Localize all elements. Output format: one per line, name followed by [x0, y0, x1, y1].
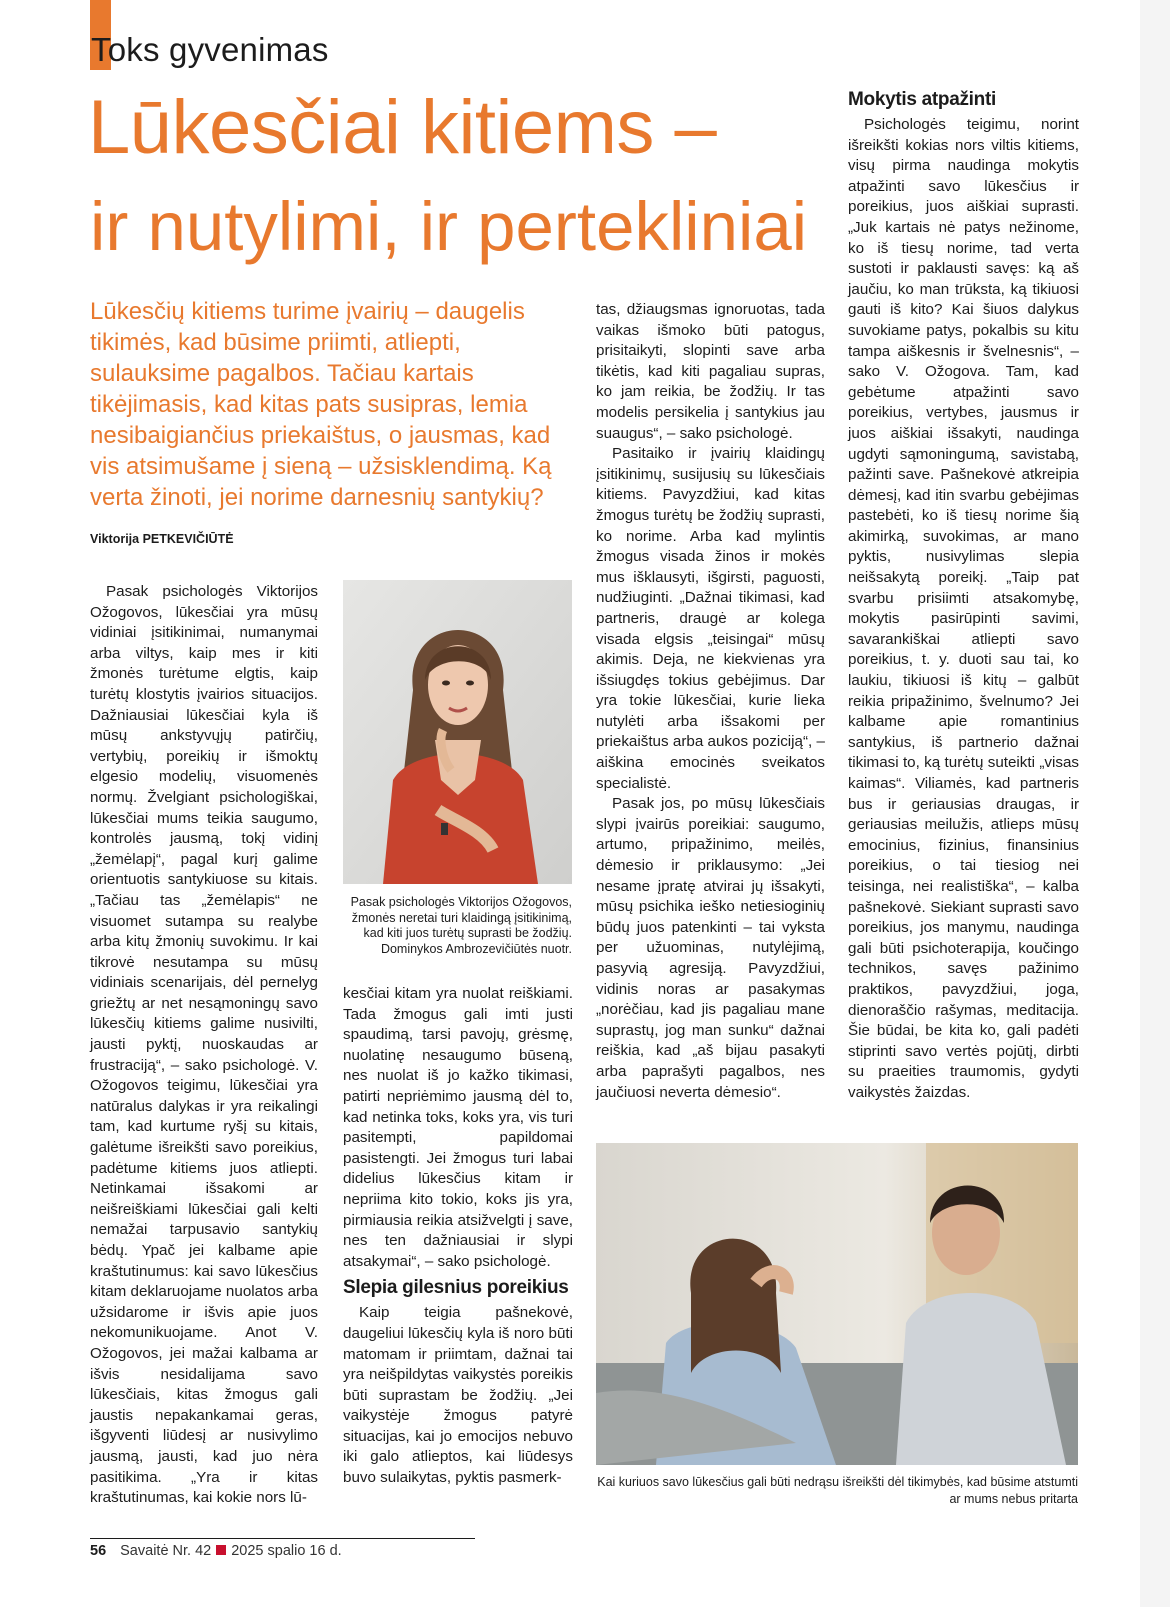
article-column-4: [848, 88, 1079, 1104]
body-paragraph: Pasak psichologės Viktorijos Ožogovos, lūkesčiai yra mūsų vidiniai įsitikinimai, numanymai arba viltys, kaip mes ir kiti žmonės turėtume elgtis, kaip turėtų klostytis įvairios situacijos. Dažniausiai lūkesčiai kyla iš mūsų ankstyvųjų patirčių, vertybių, poreikių ir išmoktų elgesio modelių, visuomenės normų. Žvelgiant psichologiškai, lūkesčiai mums teikia saugumo, kontrolės jausmą, tokį vidinį „žemėlapį“, pagal kurį galime orientuotis santykiuose su kitais. „Tačiau tas „žemėlapis“ ne visuomet sutampa su realybe arba kitų žmonių suvokimu. Ir kai tikrovė nesutampa su mūsų vidiniais scenarijais, dėl pernelyg griežtų ar net nesąmoningų savo lūkesčių kitiems galime nusivilti, jausti pyktį, nuoskaudas ar frustraciją“, – sako psichologė. V. Ožogovos teigimu, lūkesčiai yra natūralus dalykas ir yra reikalingi tam, kad kurtume ryšį su kitais, galėtume išreikšti savo poreikius, padėtume kitiems juos atliepti. Netinkamai išsakomi ar neišreiškiami lūkesčiai gali kelti nemažai tarpusavio santykių bėdų. Ypač jei kalbame apie kraštutinumus: kai savo lūkesčius kitam deklaruojame nuolatos arba užsidarome ir išvis apie juos nekomunikuojame. Anot V. Ožogovos, jei mažai kalbama ar išvis nesidalijama savo lūkesčiais, kitas žmogus gali jaustis nepakankamai geras, išgyventi liūdesį ar nusivylimo jausmą, jausti, kad juo nėra pasitikima. „Yra ir kitas kraštutinumas, kai kokie nors lū-: [90, 583, 318, 1507]
page-edge: [1140, 0, 1170, 1607]
photo-caption-1: [343, 895, 572, 957]
magazine-issue: Savaitė Nr. 42: [120, 1543, 212, 1559]
footer-square-icon: [216, 1545, 226, 1555]
article-column-2: [343, 984, 573, 1489]
psychologist-photo-illustration: [343, 580, 572, 884]
footer-divider: [90, 1538, 475, 1539]
subheading-mokytis: Mokytis atpažinti: [848, 89, 996, 110]
caption-text: Pasak psichologės Viktorijos Ožogovos, žmonės neretai turi klaidingą įsitikinimą, kad kiti juos turėtų suprasti be žodžių.: [350, 895, 572, 940]
couple-photo-illustration: [596, 1143, 1078, 1465]
byline: Viktorija PETKEVIČIŪTĖ: [90, 532, 234, 546]
article-column-1: [90, 582, 318, 1509]
body-paragraph: Kaip teigia pašnekovė, daugeliui lūkesčių kyla iš noro būti matomam ir priimtam, dažnai tai yra neišpildytas vaikystės poreikis būti suprastam be žodžių. „Jei vaikystėje žmogus patyrė situacijas, kai jo emocijos nebuvo iki galo atlieptos, kai liūdesys buvo sulaikytas, pyktis pasmerk-: [343, 1304, 573, 1487]
psychologist-photo: [343, 580, 572, 884]
page-number: 56: [90, 1543, 107, 1559]
body-paragraph: Pasak jos, po mūsų lūkesčiais slypi įvairūs poreikiai: saugumo, artumo, pripažinimo, meilės, dėmesio ir priklausymo: „Jei nesame įpratę atvirai jų išsakyti, mūsų psichika ieško netiesioginių būdų juos patenkinti – tai vyksta per užuominas, nutylėjimą, pasyvią agresiją. Pavyzdžiui, vidinis noras ar pasakymas „norėčiau, kad jis pagaliau mane suprastų, jog man sunku“ dažnai reiškia, kad „aš bijau pasakyti arba paprašyti pagalbos, nes jaučiuosi neverta dėmesio“.: [596, 795, 825, 1101]
body-paragraph: tas, džiaugsmas ignoruotas, tada vaikas išmoko būti patogus, prisitaikyti, slopinti save arba tikėtis, kad kiti pagaliau supras, ko jam reikia, be žodžių. Ir tas modelis persikelia į santykius jau suaugus“, – sako psichologė.: [596, 301, 825, 442]
section-title: [91, 31, 329, 69]
body-paragraph: kesčiai kitam yra nuolat reiškiami. Tada žmogus gali imti justi spaudimą, tarsi pavojų, grėsmę, nuolatinę nesaugumo būseną, nes nuolat iš jo kažko tikimasi, patirti nepriėmimo jausmą dėl to, kad netinka toks, koks yra, vis turi pasitempti, papildomai pasistengti. Jei žmogus turi labai didelius lūkesčius kitam ir nepriima kito tokio, koks jis yra, pirmiausia reikia atsižvelgti į save, nes ten dažniausiai ir slypi atsakymai“, – sako psichologė.: [343, 985, 573, 1270]
issue-date: 2025 spalio 16 d.: [231, 1543, 342, 1559]
body-paragraph: Pasitaiko ir įvairių klaidingų įsitikinimų, susijusių su lūkesčiais kitiems. Pavyzdžiui, kad kitas žmogus turėtų be žodžių suprasti, ko norime. Arba kad mylintis žmogus visada žinos ir mokės mus išklausyti, išgirsti, paguosti, nudžiuginti. „Dažnai tikimasi, kad partneris, draugė ar kolega visada elgsis „teisingai“ mūsų akimis. Deja, ne kiekvienas yra išsiugdęs tokius gebėjimus. Dar yra tokie lūkesčiai, kurie lieka nutylėti arba išsakomi per priekaištus arba aukos poziciją“, – aiškina emocinės sveikatos specialistė.: [596, 445, 825, 792]
photo-caption-2: [596, 1474, 1078, 1508]
headline-line2: ir nutylimi, ir pertekliniai: [90, 188, 808, 265]
lead-paragraph: Lūkesčių kitiems turime įvairių – daugelis tikimės, kad būsime priimti, atliepti, sulauksime pagalbos. Tačiau kartais tikėjimasis, kad kitas pats susipras, lemia nesibaigiančius priekaištus, o jausmas, kad vis atsimušame į sieną – užsisklendimą. Ką verta žinoti, jei norime darnesnių santykių?: [90, 298, 552, 511]
caption-line-1: Kai kuriuos savo lūkesčius gali būti nedrąsu išreikšti dėl tikimybės, kad būsime atstumti: [597, 1475, 1078, 1489]
couple-photo: [596, 1143, 1078, 1465]
section-first-letter: T: [91, 31, 108, 68]
page-footer: [90, 1543, 342, 1559]
body-paragraph: Psichologės teigimu, norint išreikšti kokias nors viltis kitiems, visų pirma naudinga mokytis atpažinti savo lūkesčius ir poreikius, juos aiškiai suprasti. „Juk kartais nė patys nežinome, ko iš tiesų norime, tad verta sustoti ir paklausti savęs: ką aš jaučiu, ko man trūksta, ką tikiuosi gauti iš kito? Kai šiuos dalykus suvokiame patys, pokalbis su kitu tampa aiškesnis ir švelnesnis“, – sako V. Ožogova. Tam, kad gebėtume atpažinti savo poreikius, vertybes, jausmus ir juos aiškiai išsakyti, naudinga ugdyti sąmoningumą, savistabą, pažinti save. Pašnekovė atkreipia dėmesį, kad itin svarbu gebėjimas pastebėti, ko iš tiesų norime šią akimirką, suvokimas, ar mano pyktis, nusivylimas slepia neišsakytą poreikį. „Taip pat svarbu prisiimti atsakomybę, mokytis pasirūpinti savimi, savarankiškai atliepti savo poreikius, t. y. duoti sau tai, ko laukiu, tikiuosi iš kitų – galbūt reikia pripažinimo, švelnumo? Jei kalbame apie romantinius santykius, iš partnerio dažnai tikimasi to, ką turėtų suteikti „visas kaimas“. Viliamės, kad partneris bus ir geriausias draugas, ir geriausias meilužis, atlieps mūsų emocinius, fizinius, finansinius poreikius, o tai tiesiog nei teisinga, nei realistiška“, – kalba pašnekovė. Siekiant suprasti savo poreikius, jos manymu, naudinga gali būti psichoterapija, koučingo technikos, savęs pažinimo praktikos, pavyzdžiui, joga, dienoraščio rašymas, meditacija. Šie būdai, be kita ko, gali padėti stiprinti savo vertės pojūtį, dirbti su praeities traumomis, gydyti vaikystės žaizdas.: [848, 116, 1079, 1101]
article-column-3: [596, 300, 825, 1103]
photo-credit: Dominykos Ambrozevičiūtės nuotr.: [380, 941, 572, 956]
headline-line1: Lūkesčiai kitiems –: [88, 85, 717, 170]
caption-line-2: ar mums nebus pritarta: [949, 1492, 1078, 1506]
section-title-rest: oks gyvenimas: [107, 31, 329, 68]
subheading-slepia: Slepia gilesnius poreikius: [343, 1277, 569, 1299]
